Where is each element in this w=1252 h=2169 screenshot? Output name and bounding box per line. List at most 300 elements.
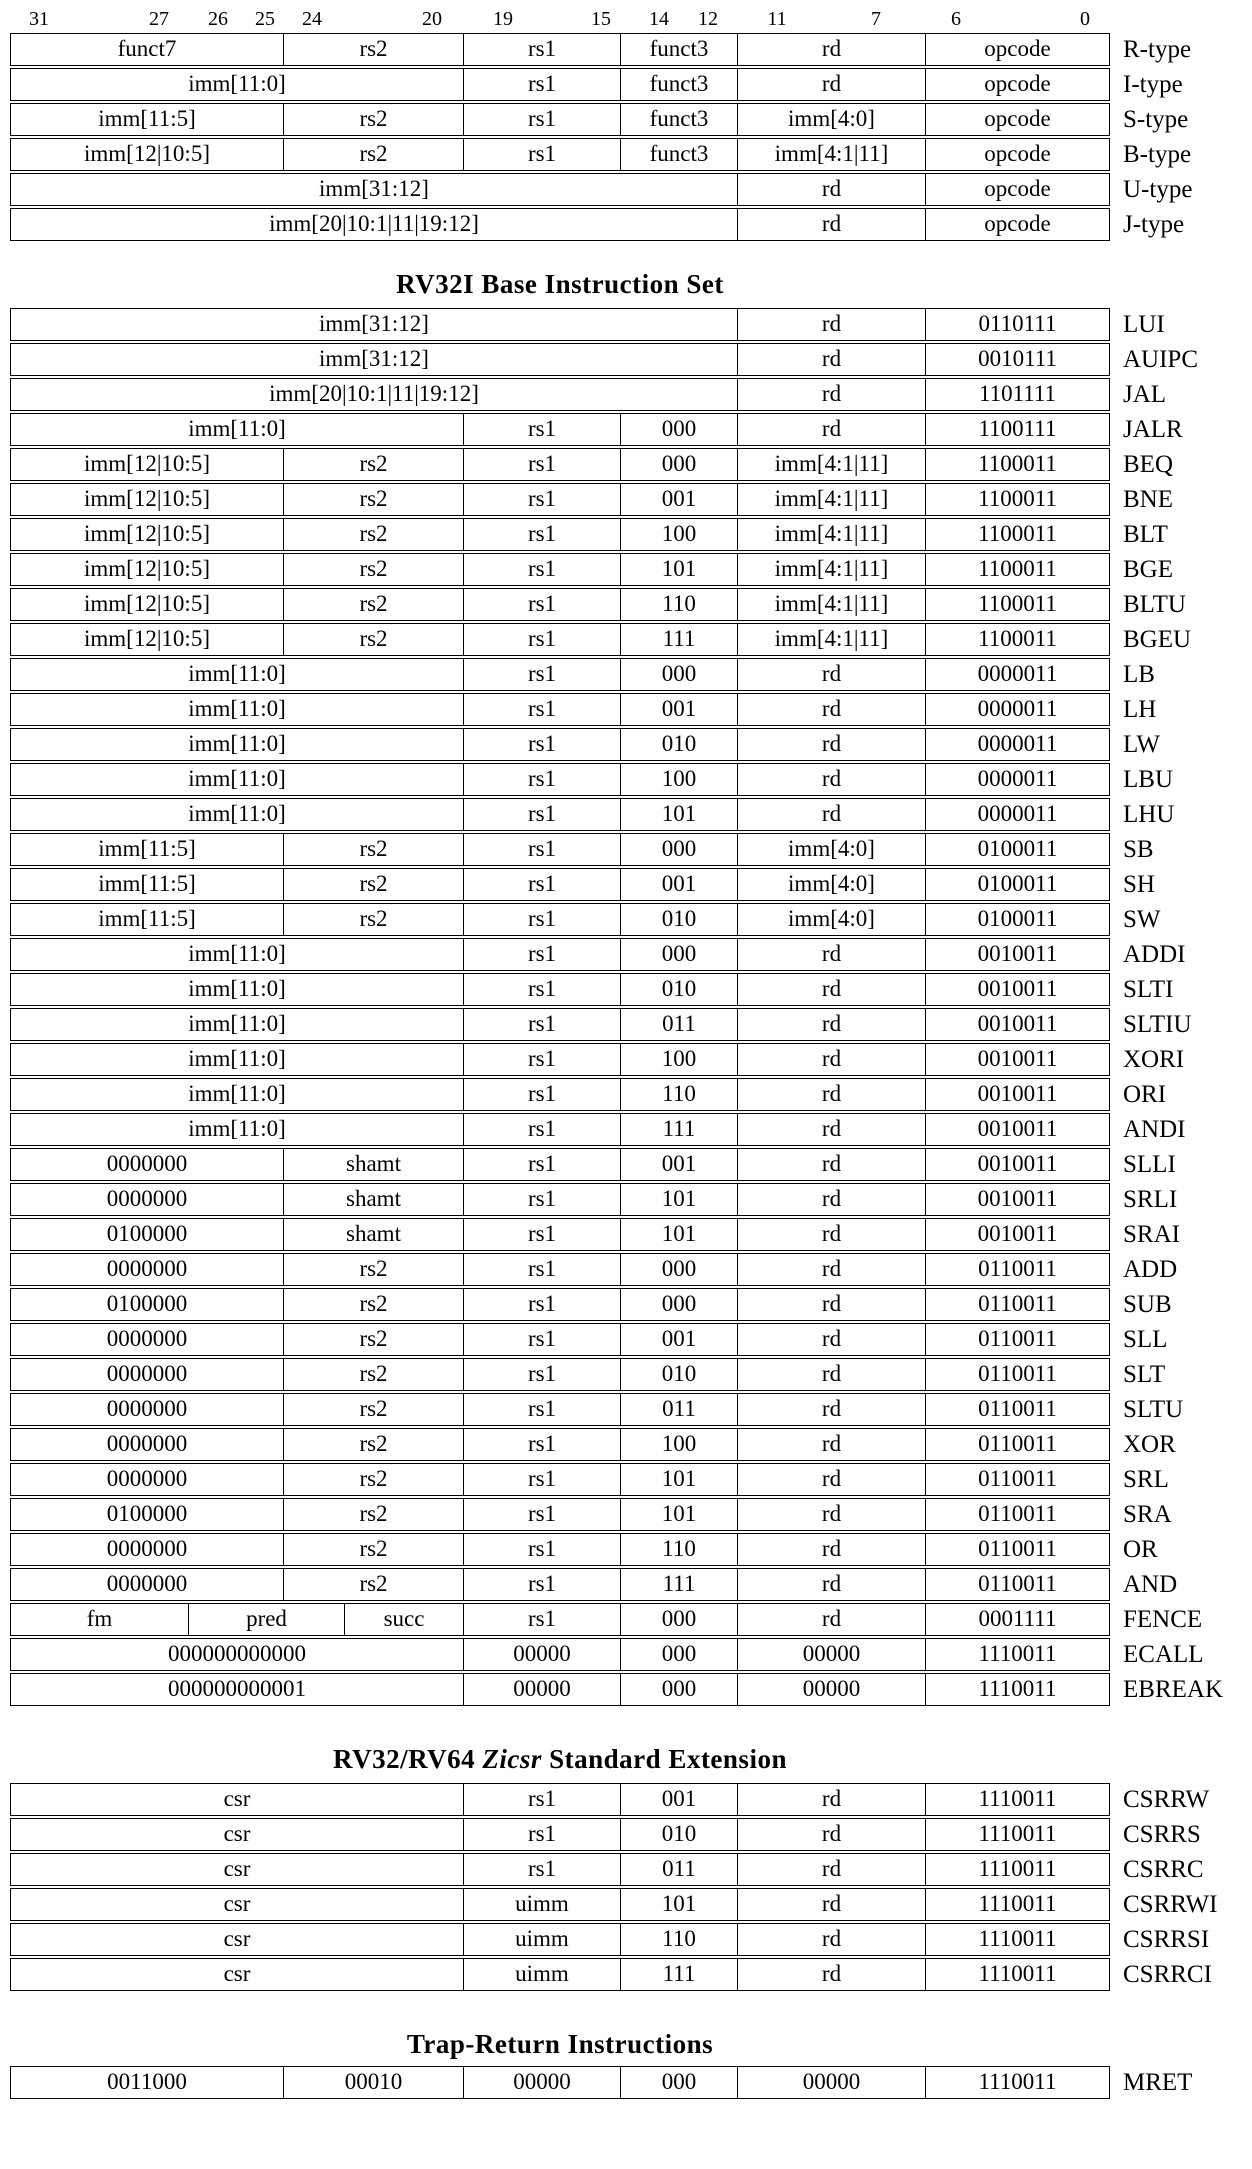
instruction-name: SLTI (1123, 976, 1174, 1003)
field-opcode: 1100011 (978, 521, 1057, 546)
field-funct7: 0100000 (11, 1289, 284, 1320)
instruction-row-sw (10, 903, 1161, 936)
bit-field-row (10, 2066, 1110, 2099)
field-funct3: 001 (621, 1324, 738, 1355)
field-rs1: rs1 (464, 729, 621, 760)
bit-field-row (10, 1853, 1110, 1886)
zicsr-title-prefix: RV32/RV64 (333, 1744, 483, 1774)
field-rd: rd (738, 209, 926, 240)
field-opcode: 1100011 (978, 486, 1057, 511)
field-rs1: rs1 (464, 1784, 621, 1815)
field-funct3: 101 (621, 1499, 738, 1530)
field-rs2: rs2 (284, 1429, 464, 1460)
bit-field-row (10, 763, 1110, 796)
instruction-row-lb (10, 658, 1155, 691)
field-rd: rd (738, 1219, 926, 1250)
instruction-row-bltu (10, 588, 1186, 621)
field-funct3: 010 (621, 729, 738, 760)
field-funct7: 0000000 (11, 1429, 284, 1460)
field-rs1: rs1 (464, 659, 621, 690)
bit-field-row (10, 623, 1110, 656)
instruction-row-blt (10, 518, 1168, 551)
bit-field-row (10, 413, 1110, 446)
bit-number-15: 15 (591, 8, 611, 30)
instruction-row-jalr (10, 413, 1183, 446)
instruction-row-csrrs (10, 1818, 1201, 1851)
instruction-row-and (10, 1568, 1178, 1601)
bit-field-row (10, 138, 1110, 171)
field-opcode: 1110011 (978, 1786, 1057, 1811)
field-funct3: 010 (621, 1819, 738, 1850)
field-funct3: 101 (621, 1464, 738, 1495)
field-rs1: rs1 (464, 1044, 621, 1075)
field-rd: rd (738, 34, 926, 65)
field-imm12: imm[11:0] (11, 974, 464, 1005)
field-opcode: 0100011 (977, 906, 1058, 931)
field-rs1: rs1 (464, 449, 621, 480)
instruction-name: CSRRSI (1123, 1926, 1210, 1953)
field-rs1: rs1 (464, 1219, 621, 1250)
field-rd: rd (738, 174, 926, 205)
field-rd: rd (738, 1009, 926, 1040)
instruction-name: XOR (1123, 1431, 1176, 1458)
field-funct3: 010 (621, 1359, 738, 1390)
instruction-name: SH (1123, 871, 1155, 898)
field-funct3: 011 (621, 1394, 738, 1425)
field-funct3: 110 (621, 1534, 738, 1565)
field-rs1: rs1 (464, 1534, 621, 1565)
instruction-row-sra (10, 1498, 1172, 1531)
field-rs1: rs1 (464, 799, 621, 830)
bit-field-row (10, 1148, 1110, 1181)
instruction-row-csrrsi (10, 1923, 1210, 1956)
instruction-name: SRLI (1123, 1186, 1178, 1213)
instruction-name: SUB (1123, 1291, 1172, 1318)
field-rs2: rs2 (284, 34, 464, 65)
instruction-row-sh (10, 868, 1155, 901)
field-rs1: rs1 (464, 1394, 621, 1425)
instruction-name: I-type (1123, 71, 1183, 98)
field-funct7: imm[12|10:5] (11, 554, 284, 585)
field-rd: rd (738, 1394, 926, 1425)
instruction-row-lbu (10, 763, 1173, 796)
instruction-name: SRA (1123, 1501, 1172, 1528)
field-opcode: 0010011 (977, 1081, 1058, 1106)
field-funct3: 100 (621, 1429, 738, 1460)
instruction-name: ECALL (1123, 1641, 1204, 1668)
field-rd: rd (738, 939, 926, 970)
field-funct7: 0000000 (11, 1534, 284, 1565)
bit-field-row (10, 1008, 1110, 1041)
bit-field-row (10, 483, 1110, 516)
instruction-row-mret (10, 2066, 1193, 2099)
field-funct7: 0000000 (11, 1324, 284, 1355)
field-rs2: rs2 (284, 1534, 464, 1565)
rv32i-instruction-table (10, 308, 1223, 1706)
field-funct7: imm[12|10:5] (11, 449, 284, 480)
instruction-row-ebreak (10, 1673, 1223, 1706)
instruction-row-srai (10, 1218, 1180, 1251)
field-rs2: rs2 (284, 904, 464, 935)
field-rs2: shamt (284, 1184, 464, 1215)
field-opcode: 0110011 (978, 1571, 1057, 1596)
field-imm12: csr (11, 1819, 464, 1850)
field-funct7: imm[12|10:5] (11, 139, 284, 170)
field-rd: rd (738, 1254, 926, 1285)
bit-field-row (10, 903, 1110, 936)
field-opcode: 1110011 (978, 1891, 1057, 1916)
field-opcode: 0010011 (977, 1011, 1058, 1036)
field-rd: 00000 (738, 1639, 926, 1670)
field-opcode: opcode (984, 176, 1051, 201)
field-rs1: rs1 (464, 834, 621, 865)
trap-return-instruction-table (10, 2066, 1193, 2099)
field-rd: rd (738, 1429, 926, 1460)
instruction-row-lh (10, 693, 1157, 726)
field-rd: rd (738, 1114, 926, 1145)
field-imm12: imm[11:0] (11, 764, 464, 795)
field-funct7: 0100000 (11, 1219, 284, 1250)
field-rs2: rs2 (284, 1499, 464, 1530)
bit-number-7: 7 (871, 8, 881, 30)
instruction-name: BEQ (1123, 451, 1173, 478)
bit-field-row (10, 1393, 1110, 1426)
trap-return-section-title: Trap-Return Instructions (406, 2029, 714, 2059)
field-rs2: rs2 (284, 834, 464, 865)
field-rs2: rs2 (284, 1464, 464, 1495)
field-opcode: 1110011 (978, 2069, 1057, 2094)
instruction-name: CSRRC (1123, 1856, 1204, 1883)
instruction-name: CSRRCI (1123, 1961, 1212, 1988)
field-funct3: funct3 (621, 34, 738, 65)
field-imm12: imm[11:0] (11, 799, 464, 830)
field-rs2: rs2 (284, 104, 464, 135)
field-rs2: rs2 (284, 1394, 464, 1425)
field-rs2: rs2 (284, 1254, 464, 1285)
instruction-row-u-type (10, 173, 1193, 206)
field-rs1: rs1 (464, 34, 621, 65)
instruction-row-jal (10, 378, 1167, 411)
field-imm12: imm[11:0] (11, 69, 464, 100)
bit-field-row (10, 1288, 1110, 1321)
field-rd: rd (738, 1569, 926, 1600)
zicsr-title-italic: Zicsr (482, 1744, 542, 1774)
field-rd: rd (738, 1959, 926, 1990)
field-rs2: rs2 (284, 589, 464, 620)
field-rd: 00000 (738, 2067, 926, 2098)
instruction-name: AND (1123, 1571, 1178, 1598)
instruction-row-bge (10, 553, 1173, 586)
instruction-row-ori (10, 1078, 1167, 1111)
field-funct3: 010 (621, 904, 738, 935)
field-opcode: 0100011 (977, 836, 1058, 861)
field-opcode: 1110011 (978, 1961, 1057, 1986)
instruction-row-b-type (10, 138, 1192, 171)
bit-field-row (10, 1043, 1110, 1076)
bit-field-row (10, 1783, 1110, 1816)
instruction-name: SLTIU (1123, 1011, 1192, 1038)
field-funct7: 0000000 (11, 1184, 284, 1215)
field-opcode: 1110011 (978, 1641, 1057, 1666)
field-opcode: 0000011 (977, 731, 1058, 756)
field-funct3: 000 (621, 939, 738, 970)
instruction-name: MRET (1123, 2069, 1193, 2096)
field-imm12: imm[11:0] (11, 659, 464, 690)
field-rd: imm[4:1|11] (738, 554, 926, 585)
field-imm12: imm[11:0] (11, 694, 464, 725)
field-rs2: rs2 (284, 139, 464, 170)
field-rd: rd (738, 1604, 926, 1635)
instruction-name: SRL (1123, 1466, 1169, 1493)
bit-field-row (10, 308, 1110, 341)
field-funct3: 000 (621, 1639, 738, 1670)
field-rs1: rs1 (464, 1254, 621, 1285)
instruction-name: JAL (1123, 381, 1167, 408)
field-imm12: imm[11:0] (11, 1009, 464, 1040)
field-rd: imm[4:1|11] (738, 449, 926, 480)
instruction-row-j-type (10, 208, 1185, 241)
instruction-name: R-type (1123, 36, 1192, 63)
bit-number-24: 24 (302, 8, 322, 30)
field-rd: rd (738, 1499, 926, 1530)
field-rs1: rs1 (464, 519, 621, 550)
field-rs1: rs1 (464, 1359, 621, 1390)
field-imm12: imm[11:0] (11, 1044, 464, 1075)
field-opcode: 0000011 (977, 696, 1058, 721)
bit-field-row (10, 1428, 1110, 1461)
bit-field-row (10, 1888, 1110, 1921)
field-rs1: rs1 (464, 1009, 621, 1040)
field-rs1: rs1 (464, 1114, 621, 1145)
instruction-row-bgeu (10, 623, 1192, 656)
field-fm: fm (11, 1604, 189, 1635)
field-rd: rd (738, 1924, 926, 1955)
field-funct3: 110 (621, 1924, 738, 1955)
field-opcode: opcode (984, 36, 1051, 61)
field-rd: rd (738, 694, 926, 725)
field-funct3: 111 (621, 1569, 738, 1600)
field-imm20: imm[31:12] (11, 309, 738, 340)
bit-field-row (10, 588, 1110, 621)
instruction-name: LBU (1123, 766, 1173, 793)
field-opcode: 0110011 (978, 1326, 1057, 1351)
field-rs1: rs1 (464, 904, 621, 935)
field-opcode: 0010011 (977, 941, 1058, 966)
field-rs1: rs1 (464, 1184, 621, 1215)
field-rs1: uimm (464, 1924, 621, 1955)
bit-field-row (10, 1183, 1110, 1216)
instruction-name: CSRRW (1123, 1786, 1210, 1813)
bit-number-0: 0 (1080, 8, 1090, 30)
field-funct3: 111 (621, 1959, 738, 1990)
field-funct3: funct3 (621, 139, 738, 170)
bit-number-20: 20 (422, 8, 442, 30)
bit-field-row (10, 1673, 1110, 1706)
field-rs1: rs1 (464, 484, 621, 515)
field-pred: pred (189, 1604, 345, 1635)
field-funct7: imm[12|10:5] (11, 589, 284, 620)
field-funct3: 111 (621, 1114, 738, 1145)
instruction-name: ADDI (1123, 941, 1186, 968)
field-rs2: rs2 (284, 484, 464, 515)
instruction-name: J-type (1123, 211, 1185, 238)
field-funct3: 101 (621, 1184, 738, 1215)
field-opcode: 0110011 (978, 1256, 1057, 1281)
field-rd: rd (738, 1184, 926, 1215)
field-rd: imm[4:1|11] (738, 484, 926, 515)
field-funct3: 101 (621, 1219, 738, 1250)
instruction-row-ecall (10, 1638, 1204, 1671)
instruction-row-slt (10, 1358, 1166, 1391)
field-funct3: 000 (621, 1674, 738, 1705)
bit-number-11: 11 (767, 8, 787, 30)
field-opcode: 0010011 (977, 1186, 1058, 1211)
bit-field-row (10, 1463, 1110, 1496)
field-opcode: 0110011 (978, 1501, 1057, 1526)
instruction-name: SLL (1123, 1326, 1168, 1353)
field-rd: rd (738, 1359, 926, 1390)
field-funct3: 000 (621, 1254, 738, 1285)
field-imm12: 000000000000 (11, 1639, 464, 1670)
field-rd: imm[4:1|11] (738, 519, 926, 550)
bit-field-row (10, 833, 1110, 866)
field-rs1: rs1 (464, 694, 621, 725)
field-rd: rd (738, 764, 926, 795)
instruction-row-srli (10, 1183, 1178, 1216)
instruction-name: LUI (1123, 311, 1165, 338)
field-funct3: funct3 (621, 69, 738, 100)
instruction-row-andi (10, 1113, 1186, 1146)
bit-field-row (10, 173, 1110, 206)
instruction-row-beq (10, 448, 1173, 481)
field-funct3: 111 (621, 624, 738, 655)
bit-number-14: 14 (649, 8, 669, 30)
field-funct3: 100 (621, 519, 738, 550)
instruction-name: BLT (1123, 521, 1168, 548)
instruction-name: AUIPC (1123, 346, 1199, 373)
field-rd: imm[4:0] (738, 834, 926, 865)
instruction-row-sltiu (10, 1008, 1192, 1041)
field-funct7: 0000000 (11, 1569, 284, 1600)
field-rd: rd (738, 974, 926, 1005)
bit-number-12: 12 (698, 8, 718, 30)
field-imm12: csr (11, 1924, 464, 1955)
field-funct3: 110 (621, 1079, 738, 1110)
instruction-name: BNE (1123, 486, 1173, 513)
field-rd: rd (738, 344, 926, 375)
bit-field-row (10, 378, 1110, 411)
field-funct3: 000 (621, 1604, 738, 1635)
field-rs1: rs1 (464, 69, 621, 100)
field-rs2: rs2 (284, 449, 464, 480)
field-rd: imm[4:1|11] (738, 624, 926, 655)
bit-field-row (10, 1323, 1110, 1356)
field-funct3: 010 (621, 974, 738, 1005)
field-opcode: 1110011 (978, 1821, 1057, 1846)
instruction-row-bne (10, 483, 1173, 516)
instruction-row-slli (10, 1148, 1176, 1181)
instruction-row-lui (10, 308, 1165, 341)
field-rd: rd (738, 379, 926, 410)
field-funct3: funct3 (621, 104, 738, 135)
field-rd: rd (738, 1464, 926, 1495)
field-opcode: 0110011 (978, 1396, 1057, 1421)
field-rs1: rs1 (464, 1289, 621, 1320)
field-opcode: 0010011 (977, 1151, 1058, 1176)
field-rd: rd (738, 1854, 926, 1885)
field-opcode: 1100011 (978, 451, 1057, 476)
field-imm12: imm[11:0] (11, 729, 464, 760)
field-opcode: opcode (984, 211, 1051, 236)
field-rs2: rs2 (284, 1359, 464, 1390)
field-opcode: opcode (984, 71, 1051, 96)
instruction-row-i-type (10, 68, 1183, 101)
bit-number-31: 31 (29, 8, 49, 30)
field-opcode: 0110111 (978, 311, 1057, 336)
field-opcode: 0010011 (977, 1221, 1058, 1246)
instruction-name: XORI (1123, 1046, 1185, 1073)
bit-field-row (10, 728, 1110, 761)
field-rs1: rs1 (464, 554, 621, 585)
instruction-row-csrrc (10, 1853, 1204, 1886)
field-rs1: rs1 (464, 1569, 621, 1600)
instruction-row-sll (10, 1323, 1168, 1356)
field-rd: rd (738, 414, 926, 445)
instruction-name: LW (1123, 731, 1161, 758)
instruction-name: JALR (1123, 416, 1183, 443)
field-rs1: rs1 (464, 1604, 621, 1635)
field-imm12: imm[11:0] (11, 1079, 464, 1110)
field-funct7: imm[11:5] (11, 869, 284, 900)
bit-field-row (10, 518, 1110, 551)
field-opcode: 1100011 (978, 626, 1057, 651)
instruction-format-table (10, 33, 1193, 241)
field-funct3: 000 (621, 834, 738, 865)
field-rd: rd (738, 1079, 926, 1110)
field-opcode: 0000011 (977, 766, 1058, 791)
field-imm12: imm[11:0] (11, 939, 464, 970)
field-imm12: csr (11, 1854, 464, 1885)
field-rd: imm[4:0] (738, 869, 926, 900)
field-rs2: rs2 (284, 519, 464, 550)
instruction-name: ORI (1123, 1081, 1167, 1108)
instruction-row-fence (10, 1603, 1203, 1636)
field-imm12: csr (11, 1959, 464, 1990)
field-opcode: 0000011 (977, 661, 1058, 686)
field-opcode: 1110011 (978, 1856, 1057, 1881)
field-funct3: 101 (621, 554, 738, 585)
field-imm12: imm[11:0] (11, 1114, 464, 1145)
bit-field-row (10, 1113, 1110, 1146)
field-funct3: 000 (621, 449, 738, 480)
bit-field-row (10, 798, 1110, 831)
field-opcode: 1110011 (978, 1926, 1057, 1951)
bit-number-26: 26 (208, 8, 228, 30)
field-rs2: shamt (284, 1149, 464, 1180)
field-rs1: rs1 (464, 1464, 621, 1495)
zicsr-section-title (10, 1744, 1110, 1775)
instruction-row-auipc (10, 343, 1199, 376)
field-rd: rd (738, 1784, 926, 1815)
field-rs1: rs1 (464, 1079, 621, 1110)
instruction-name: LH (1123, 696, 1157, 723)
field-opcode: 0110011 (978, 1536, 1057, 1561)
field-succ: succ (345, 1604, 464, 1635)
bit-number-27: 27 (149, 8, 169, 30)
bit-field-row (10, 1603, 1110, 1636)
instruction-row-slti (10, 973, 1174, 1006)
field-opcode: 0010011 (977, 976, 1058, 1001)
